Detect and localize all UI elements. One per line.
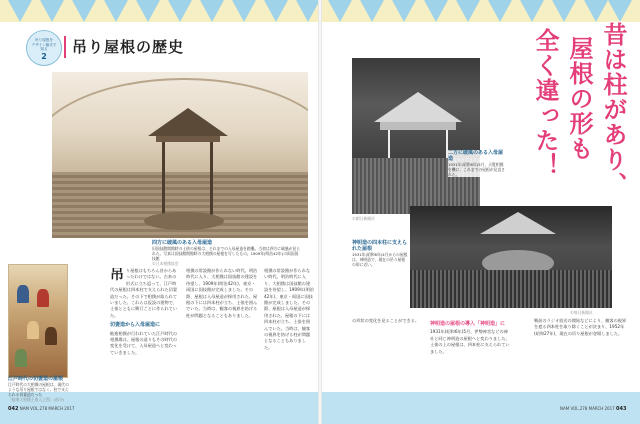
badge-line3: 知る bbox=[40, 47, 48, 52]
left-page-number: 042 bbox=[8, 406, 19, 412]
badge-line1: 吊り屋根を bbox=[35, 38, 53, 42]
photo-shinmei-roof bbox=[410, 206, 612, 308]
gutter bbox=[318, 0, 322, 424]
left-footer bbox=[8, 406, 74, 412]
r2-credit: ©毎日新聞社 bbox=[570, 310, 593, 315]
side-caption-credit: 「勧進大相撲土俵入之図」(部分) bbox=[8, 397, 65, 402]
r2-caption-head: 神明造の四本柱に支えられた屋根 bbox=[352, 240, 408, 252]
badge-line2: デザイン様式で bbox=[31, 42, 57, 47]
title-accent-bar bbox=[64, 36, 66, 58]
right-body-column-1 bbox=[352, 318, 424, 392]
headline-col-1: 昔は柱があり、 bbox=[599, 22, 627, 197]
r1-caption-head: 二方に破風のある入母屋造 bbox=[448, 150, 504, 162]
main-photo-kokugikan bbox=[52, 72, 308, 238]
body-col1-text: り屋根はもちろん昔からあったわけではない。古来の形式に立ち返って、江戸時代の屋根は四本柱で支えられた切妻造だった。その下で相撲が取られていました。これらは仮設の建物で、土俵とともに興行ごとに作られていた。 bbox=[110, 268, 178, 318]
section-badge bbox=[26, 30, 62, 66]
subheading-kirizuma: 切妻造から入母屋造に bbox=[110, 322, 161, 329]
subheading-shinmei: 神明造の屋根の導入「神明造」に bbox=[430, 321, 506, 327]
main-caption-text: 旧国技館開館時の土俵の屋根は、それまでの入母屋造を踏襲。当初は四方に破風が見られた。写真は国技館開館時の大相撲の屋根を写したもの。1909年(明治42年)の両国国技館 bbox=[152, 246, 301, 261]
side-caption-text: 江戸時代の大相撲の屋根は、現代のような吊り屋根ではなく、柱で支えられる切妻造だった bbox=[8, 382, 69, 397]
main-photo-caption bbox=[152, 240, 302, 266]
right-page-number: 043 bbox=[615, 406, 627, 412]
main-caption-head: 四方に破風のある入母屋造 bbox=[152, 240, 213, 246]
body-column-2 bbox=[186, 268, 258, 392]
dropcap: 吊 bbox=[110, 268, 124, 283]
headline bbox=[486, 22, 626, 212]
headline-col-3: 全く違った！ bbox=[531, 28, 559, 178]
left-footer-text: NAM VOL.278 MARCH 2017 bbox=[19, 406, 75, 411]
body-column-1 bbox=[110, 268, 180, 392]
r1-credit: ©朝日新聞社 bbox=[352, 216, 375, 221]
right-col3-text: 戦前のラジオ放送の開始などにより、観客の視界を遮る四本柱を取り除くことが決まり、1952年(昭和27年)、現在の吊り屋根が登場しました。 bbox=[534, 318, 627, 336]
main-caption-credit: ©日本相撲協会 bbox=[152, 261, 179, 266]
right-col2-text: 1931年(昭和6年)5月、伊勢神宮などの神社と同じ神明造の屋根へと変わりました。土俵の上の屋根は、四本柱に支えられていました。 bbox=[430, 329, 510, 354]
badge-number: 2 bbox=[41, 51, 47, 61]
right-body-column-3 bbox=[534, 318, 630, 392]
photo-irimoya-1931 bbox=[352, 58, 480, 214]
r1-caption-text: 1931年(昭和6年)5月、天覧相撲を機に、これまでの屋根が見直された。 bbox=[448, 162, 505, 177]
side-photo-ukiyoe bbox=[8, 264, 68, 378]
r2-caption-text: 1931年(昭和6年)4月からの屋根は、神明造で、現在の吊り屋根の形に近い。 bbox=[352, 252, 408, 267]
body-column-3 bbox=[264, 268, 314, 392]
photo-r2-caption bbox=[352, 240, 408, 267]
page-title: 吊り屋根の歴史 bbox=[72, 38, 185, 56]
right-body-column-2 bbox=[430, 318, 510, 392]
body-col3-text: 相撲の常設館が作られない時代。明治時代に入り、大相撲は国技館の建設を待望し、1909年(明治42年)、東京・両国に国技館が完成しました。その際、屋根は入母屋造が採用された。屋根の下には四本柱が立ち、土俵を囲んでいた。当時は、観客の視界を妨げる柱が問題となることもありました。 bbox=[264, 268, 314, 350]
side-photo-caption bbox=[8, 376, 72, 402]
side-caption-head: 江戸時代の切妻造の屋根 bbox=[8, 376, 64, 382]
body-col1-text2: 勧進相撲が行われていた江戸時代の相撲場は、屋根の造りもその時代の変化を受けて、入母屋造へと変わっていきました。 bbox=[110, 330, 178, 355]
right-col1-text: の形状の変化を見ることができる。 bbox=[352, 318, 420, 323]
right-footer bbox=[560, 406, 626, 412]
body-col2-text: 相撲の常設館が作られない時代。明治時代に入り、大相撲は国技館の建設を待望し、1909年(明治42年)、東京・両国に国技館が完成しました。その際、屋根は入母屋造が採用された。屋根の下には四本柱が立ち、土俵を囲んでいた。当時は、観客の視界を妨げる柱が問題となることもありました。 bbox=[186, 268, 258, 318]
headline-col-2: 屋根の形も bbox=[565, 36, 593, 161]
right-footer-text: NAM VOL.278 MARCH 2017 bbox=[560, 406, 615, 411]
